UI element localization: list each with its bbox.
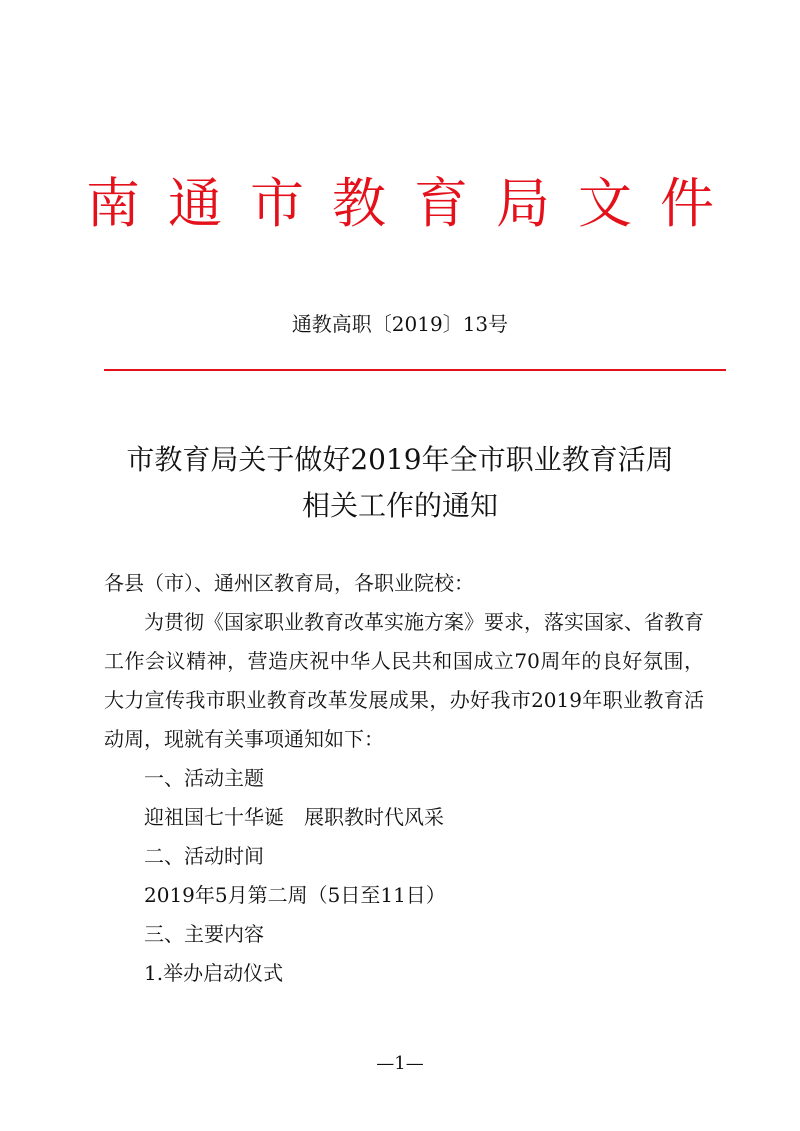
red-divider-line (104, 369, 726, 371)
salutation: 各县（市）、通州区教育局，各职业院校： (104, 571, 474, 595)
document-number: 通教高职〔2019〕13号 (291, 312, 509, 336)
document-header-title: 南通市教育局文件 (86, 172, 742, 235)
notice-title-line-1: 市教育局关于做好2019年全市职业教育活周 (126, 443, 674, 476)
section-3-heading: 三、主要内容 (144, 922, 264, 946)
intro-paragraph: 为贯彻《国家职业教育改革实施方案》要求，落实国家、省教育工作会议精神，营造庆祝中华人民共和国成立70周年的良好氛围，大力宣传我市职业教育改革发展成果，办好我市2019年职业教育活动周，现就有关事项通知如下： (104, 610, 704, 751)
document-body (104, 564, 704, 993)
section-2-heading: 二、活动时间 (144, 844, 264, 868)
notice-title-line-2: 相关工作的通知 (301, 489, 498, 522)
page-number: —1— (376, 1053, 424, 1074)
section-1-content: 迎祖国七十华诞 展职教时代风采 (144, 805, 444, 829)
notice-title (0, 437, 800, 529)
section-3-item-1: 1.举办启动仪式 (144, 961, 284, 985)
section-1-heading: 一、活动主题 (144, 766, 264, 790)
section-2-content: 2019年5月第二周（5日至11日） (144, 883, 446, 907)
